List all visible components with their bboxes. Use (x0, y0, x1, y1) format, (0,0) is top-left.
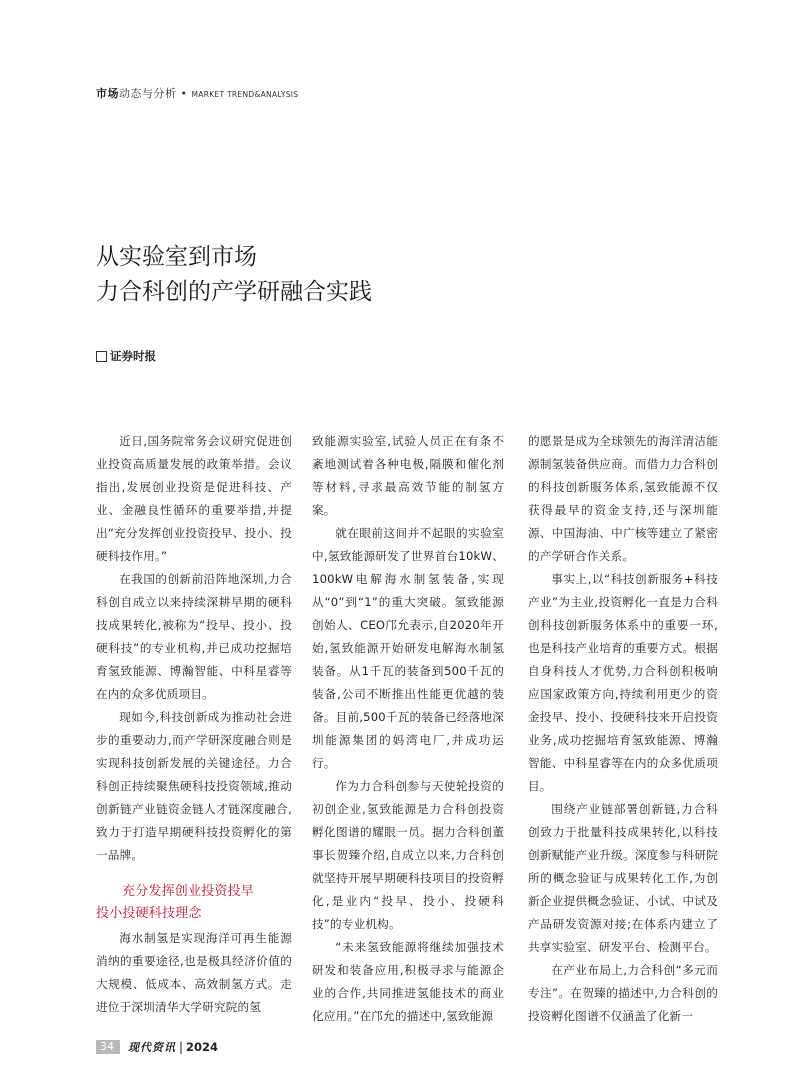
byline-source: 证券时报 (110, 349, 156, 363)
page-footer (96, 1040, 218, 1054)
paragraph: 近日,国务院常务会议研究促进创业投资高质量发展的政策举措。会议指出,发展创业投资是促进科技、产业、金融良性循环的重要举措,并提出“充分发挥创业投资投早、投小、投硬科技作用。” (96, 434, 292, 563)
footer-separator: | (179, 1040, 184, 1054)
paragraph: 现如今,科技创新成为推动社会进步的重要动力,而产学研深度融合则是实现科技创新发展的关键途径。力合科创正持续聚焦硬科技投资领域,推动创新链产业链资金链人才链深度融合,致力于打造早期硬科技投资孵化的第一品牌。 (96, 710, 292, 862)
magazine-name: 现代资讯 (128, 1041, 176, 1054)
paragraph: 事实上,以“科技创新服务+科技产业”为主业,投资孵化一直是力合科创科技创新服务体系中的重要一环,也是科技产业培育的重要方式。根据自身科技人才优势,力合科创积极响应国家政策方向,持续利用更少的资金投早、投小、投硬科技来开启投资业务,成功挖掘培育氢致能源、博瀚智能、中科星睿等在内的众多优质项目。 (528, 572, 718, 793)
article-title (96, 240, 372, 310)
paragraph: 在产业布局上,力合科创“多元而专注”。在贺臻的描述中,力合科创的投资孵化图谱不仅涵盖了化新一 (528, 963, 718, 1023)
section-subhead-line1: 充分发挥创业投资投早 (122, 884, 255, 899)
article-title-line2: 力合科创的产学研融合实践 (96, 279, 372, 305)
section-subhead (96, 881, 292, 925)
running-head-section-bold: 市场 (96, 87, 119, 100)
article-title-line1: 从实验室到市场 (96, 244, 257, 270)
paragraph-continued: 致能源实验室,试验人员正在有条不紊地测试着各种电极,隔膜和催化剂等材料,寻求最高效节能的制氢方案。 (312, 434, 504, 517)
paragraph: 就在眼前这间并不起眼的实验室中,氢致能源研发了世界首台10kW、100kW电解海水制氢装备,实现从“0”到“1”的重大突破。氢致能源创始人、CEO邝允表示,自2020年开始,氢致能源开始研发电解海水制氢装备。从1千瓦的装备到500千瓦的装备,公司不断推出性能更优越的装备。目前,500千瓦的装备已经落地深圳能源集团的妈湾电厂,并成功运行。 (312, 526, 504, 770)
running-head-section-en: MARKET TREND&ANALYSIS (191, 90, 299, 99)
paragraph: 海水制氢是实现海洋可再生能源消纳的重要途径,也是极具经济价值的大规模、低成本、高效制氢方式。走进位于深圳清华大学研究院的氢 (96, 931, 292, 1014)
running-head (96, 85, 298, 101)
paragraph: 围绕产业链部署创新链,力合科创致力于批量科技成果转化,以科技创新赋能产业升级。深度参与科研院所的概念验证与成果转化工作,为创新企业提供概念验证、小试、中试及产品研发资源对接;在体系内建立了共享实验室、研发平台、检测平台。 (528, 802, 718, 954)
byline-box-icon (96, 351, 107, 362)
page-number: 34 (96, 1040, 120, 1054)
column-3 (528, 430, 718, 1028)
column-2 (312, 430, 504, 1028)
issue-year: 2024 (186, 1040, 219, 1054)
running-head-section-rest: 动态与分析 • (119, 87, 188, 100)
section-subhead-line2: 投小投硬科技理念 (96, 906, 202, 921)
paragraph: 在我国的创新前沿阵地深圳,力合科创自成立以来持续深耕早期的硬科技成果转化,被称为“投早、投小、投硬科技”的专业机构,并已成功挖掘培育氢致能源、博瀚智能、中科星睿等在内的众多优质项目。 (96, 572, 292, 701)
byline (96, 348, 156, 364)
paragraph-continued: 的愿景是成为全球领先的海洋清洁能源制氢装备供应商。而借力力合科创的科技创新服务体系,氢致能源不仅获得最早的资金支持,还与深圳能源、中国海油、中广核等建立了紧密的产学研合作关系。 (528, 434, 718, 563)
column-1 (96, 430, 292, 1019)
paragraph: 作为力合科创参与天使轮投资的初创企业,氢致能源是力合科创投资孵化图谱的耀眼一员。据力合科创董事长贺臻介绍,自成立以来,力合科创就坚持开展早期硬科技项目的投资孵化,是业内“投早、投小、投硬科技”的专业机构。 (312, 779, 504, 931)
paragraph: “未来氢致能源将继续加强技术研发和装备应用,积极寻求与能源企业的合作,共同推进氢能技术的商业化应用。”在邝允的描述中,氢致能源 (312, 940, 504, 1023)
